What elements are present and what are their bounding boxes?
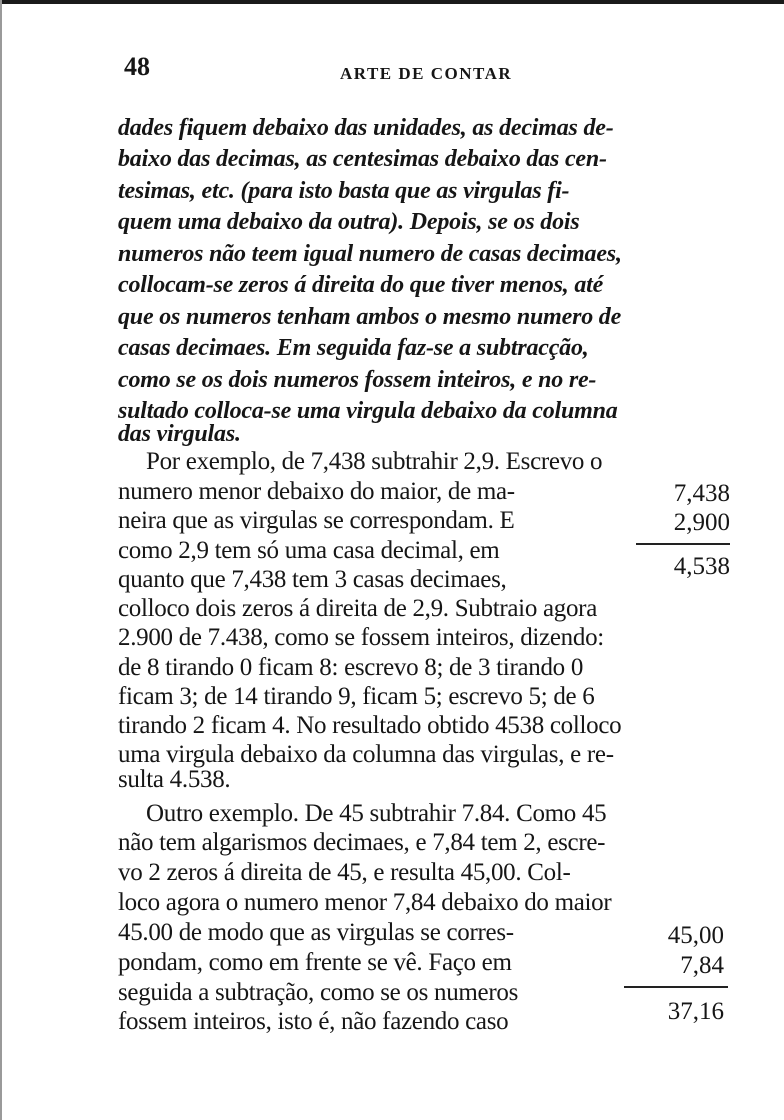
example1-line-4: como 2,9 tem só uma casa decimal, em: [118, 537, 500, 564]
rule-line-9: como se os dois numeros fossem inteiros, e no re-: [118, 367, 597, 393]
running-head: ARTE DE CONTAR: [340, 64, 513, 83]
page-top-edge: [0, 0, 784, 4]
rule-line-3: tesimas, etc. (para isto basta que as virgulas fi-: [118, 178, 570, 204]
example1-line-1: Por exemplo, de 7,438 subtrahir 2,9. Escrevo o: [146, 448, 603, 475]
example1-line-9: ficam 3; de 14 tirando 9, ficam 5; escrevo 5; de 6: [118, 683, 595, 710]
example1-line-5: quanto que 7,438 tem 3 casas decimaes,: [118, 566, 507, 593]
example2-minuend: 45,00: [667, 922, 724, 949]
page-left-edge: [0, 0, 2, 1120]
example1-line-8: de 8 tirando 0 ficam 8: escrevo 8; de 3 tirando 0: [118, 654, 584, 681]
example2-line-5: 45.00 de modo que as virgulas se corres-: [118, 919, 514, 946]
page-number: 48: [124, 52, 150, 81]
rule-line-11: das virgulas.: [118, 421, 241, 447]
example2-line-4: loco agora o numero menor 7,84 debaixo do maior: [118, 889, 612, 916]
example2-line-1: Outro exemplo. De 45 subtrahir 7.84. Como 45: [146, 800, 607, 827]
example1-sum-rule: [636, 543, 730, 545]
example2-line-6: pondam, como em frente se vê. Faço em: [118, 949, 512, 976]
rule-line-8: casas decimaes. Em seguida faz-se a subtracção,: [118, 335, 589, 361]
example1-line-7: 2.900 de 7.438, como se fossem inteiros, dizendo:: [118, 624, 604, 651]
example2-sum-rule: [624, 986, 728, 988]
rule-line-4: quem uma debaixo da outra). Depois, se os dois: [118, 209, 580, 235]
example1-line-12: sulta 4.538.: [118, 766, 231, 793]
rule-line-5: numeros não teem igual numero de casas decimaes,: [118, 241, 622, 267]
example2-line-8: fossem inteiros, isto é, não fazendo caso: [118, 1008, 509, 1035]
example2-line-7: seguida a subtração, como se os numeros: [118, 979, 518, 1006]
example2-line-3: vo 2 zeros á direita de 45, e resulta 45,00. Col-: [118, 859, 571, 886]
example2-result: 37,16: [667, 998, 724, 1025]
example1-minuend: 7,438: [673, 480, 730, 507]
rule-line-1: dades fiquem debaixo das unidades, as decimas de-: [118, 115, 614, 141]
rule-line-6: collocam-se zeros á direita do que tiver menos, até: [118, 272, 604, 298]
example1-result: 4,538: [673, 553, 730, 580]
rule-line-2: baixo das decimas, as centesimas debaixo das cen-: [118, 146, 607, 172]
example1-line-6: colloco dois zeros á direita de 2,9. Subtraio agora: [118, 595, 597, 622]
example1-line-11: uma virgula debaixo da columna das virgulas, e re-: [118, 741, 614, 768]
rule-line-7: que os numeros tenham ambos o mesmo numero de: [118, 304, 622, 330]
example1-subtrahend: 2,900: [673, 509, 730, 536]
example1-line-2: numero menor debaixo do maior, de ma-: [118, 478, 515, 505]
rule-line-10: sultado colloca-se uma virgula debaixo da columna: [118, 398, 618, 424]
example2-subtrahend: 7,84: [680, 952, 724, 979]
example1-line-10: tirando 2 ficam 4. No resultado obtido 4538 colloco: [118, 712, 622, 739]
example2-line-2: não tem algarismos decimaes, e 7,84 tem 2, escre-: [118, 829, 606, 856]
example1-line-3: neira que as virgulas se correspondam. E: [118, 507, 515, 534]
